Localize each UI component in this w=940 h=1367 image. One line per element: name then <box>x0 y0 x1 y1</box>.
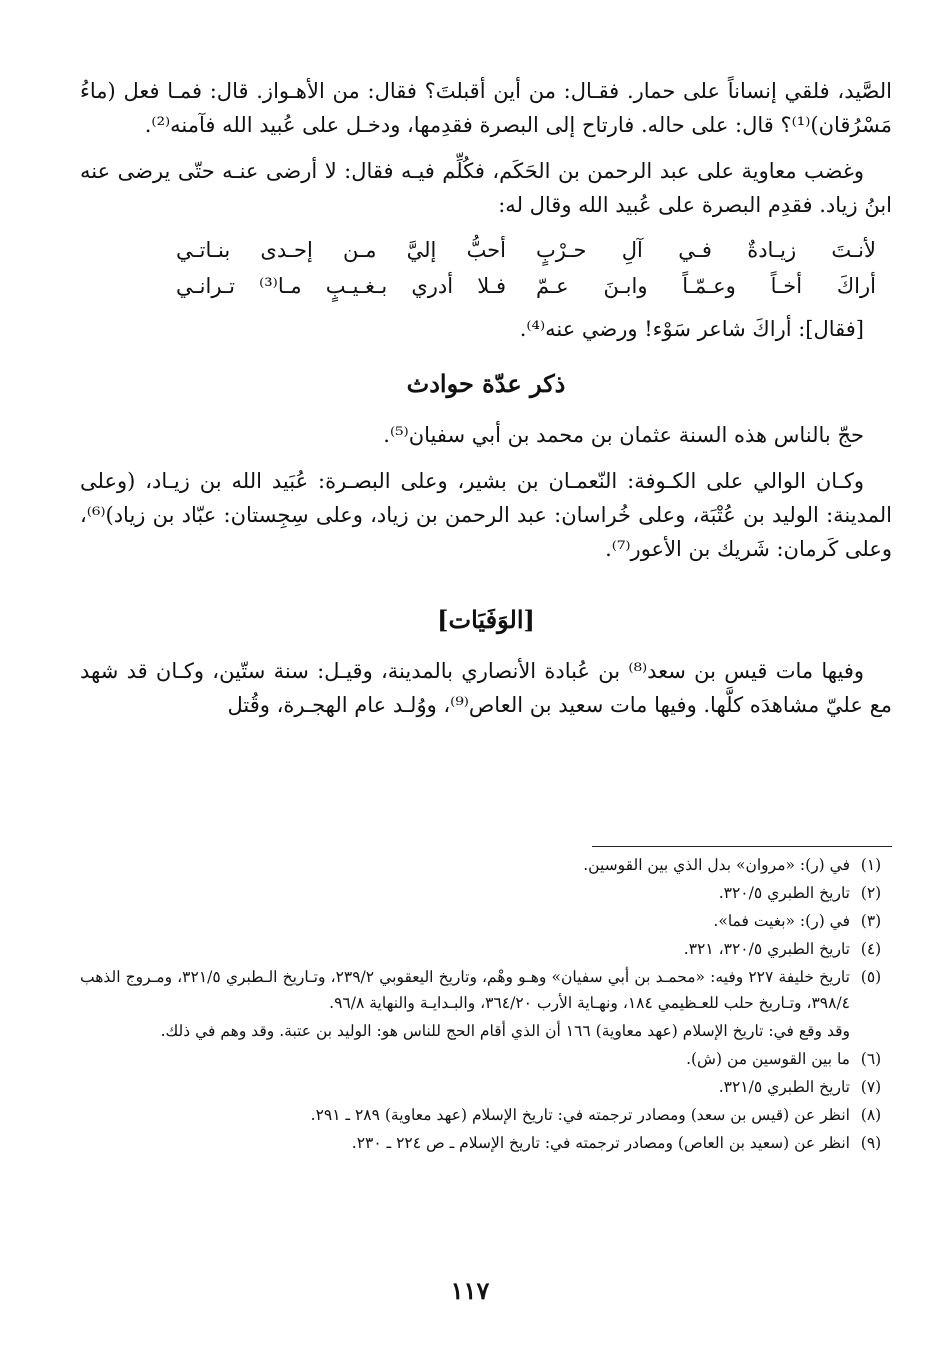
main-text <box>80 74 892 722</box>
poem <box>80 232 892 304</box>
footnote-text: في (ر): «بغيت فما». <box>713 912 850 930</box>
verse-2-second-hemistich: فـلا أدري بـغـيـبٍ مـا⁽³⁾ تـرانـي <box>176 274 506 298</box>
footnote-5 <box>80 964 892 1016</box>
footnote-4 <box>80 936 892 962</box>
footnote-number: (٨) <box>860 1106 882 1124</box>
paragraph-5: وكـان الوالي على الكـوفة: النّعمـان بن بشير، وعلى البصـرة: عُبَيد الله بن زيـاد، (وعلى المدينة: الوليد بن عُتْبَة، وعلى خُراسان: عبد الرحمن بن زياد، وعلى سِجِستان: عبّاد بن زياد)⁽⁶⁾، وعلى كَرمان: شَريك بن الأعور⁽⁷⁾. <box>80 469 892 561</box>
footnote-number: (٩) <box>860 1134 882 1152</box>
paragraph-3: [فقال]: أراكَ شاعر سَوْء! ورضي عنه⁽⁴⁾. <box>519 317 864 341</box>
footnote-number: (٣) <box>860 912 882 930</box>
footnote-number: (٤) <box>860 940 882 958</box>
footnote-7 <box>80 1074 892 1100</box>
footnote-number: (٢) <box>860 884 882 902</box>
footnote-text: انظر عن (سعيد بن العاص) ومصادر ترجمته في: تاريخ الإسلام ـ ص ٢٢٤ ـ ٢٣٠. <box>351 1134 850 1152</box>
paragraph-1: الصَّيد، فلقي إنساناً على حمار. فقـال: من أين أقبلتَ؟ فقال: من الأهـواز. قال: فمـا فعل (ماءُ مَسْرُقان)⁽¹⁾؟ قال: على حاله. فارتاح إلى البصرة فقدِمها، ودخـل على عُبيد الله فآمنه⁽²⁾. <box>80 79 892 137</box>
footnotes <box>80 852 892 1158</box>
footnote-number: (٦) <box>860 1050 882 1068</box>
footnote-5-continuation: وقد وقع في: تاريخ الإسلام (عهد معاوية) ١٦٦ أن الذي أقام الحج للناس هو: الوليد بن عتبة. وقد وهم في ذلك. <box>160 1022 850 1040</box>
footnote-text: تاريخ الطبري ٣٢١/٥. <box>718 1078 850 1096</box>
verse-line-2 <box>80 268 892 304</box>
paragraph-6: وفيها مات قيس بن سعد⁽⁸⁾ بن عُبادة الأنصاري بالمدينة، وقيـل: سنة ستّين، وكـان قد شهد مع عليّ مشاهدَه كلَّها. وفيها مات سعيد بن العاص⁽⁹⁾، ووُلـد عام الهجـرة، وقُتل <box>80 659 892 717</box>
section-heading-deaths: [الوَفَيَات] <box>437 605 535 634</box>
footnote-text: تاريخ الطبري ٣٢٠/٥. <box>718 884 850 902</box>
footnote-9 <box>80 1130 892 1156</box>
verse-1-second-hemistich: أحبُّ إليَّ مـن إحـدى بنـاتـي <box>176 238 506 262</box>
footnote-separator <box>592 846 892 847</box>
footnote-2 <box>80 880 892 906</box>
footnote-number: (١) <box>860 856 882 874</box>
verse-line-1 <box>80 232 892 268</box>
paragraph-4: حجّ بالناس هذه السنة عثمان بن محمد بن أبي سفيان⁽⁵⁾. <box>383 423 864 447</box>
footnote-text: انظر عن (قيس بن سعد) ومصادر ترجمته في: تاريخ الإسلام (عهد معاوية) ٢٨٩ ـ ٢٩١. <box>310 1106 850 1124</box>
footnote-number: (٥) <box>860 968 882 986</box>
footnote-text: تاريخ الطبري ٣٢٠/٥، ٣٢١. <box>683 940 850 958</box>
footnote-number: (٧) <box>860 1078 882 1096</box>
footnote-1 <box>80 852 892 878</box>
footnote-text: ما بين القوسين من (ش). <box>686 1050 850 1068</box>
verse-2-first-hemistich: أراكَ أخـاً وعـمّـاً وابـنَ عـمّ <box>536 274 876 298</box>
footnote-text: تاريخ خليفة ٢٢٧ وفيه: «محمـد بن أبي سفيان» وهـو وهْم، وتاريخ اليعقوبي ٢٣٩/٢، وتـاريخ الـطبري ٣٢١/٥، ومـروج الذهب ٣٩٨/٤، وتـاريخ حلب للعـظيمي ١٨٤، ونهـاية الأرب ٣٦٤/٢٠، والبـدايـة والنهاية ٩٦/٨. <box>80 968 850 1012</box>
section-heading-events: ذكر عدّة حوادث <box>406 369 566 398</box>
footnote-8 <box>80 1102 892 1128</box>
footnote-3 <box>80 908 892 934</box>
page-number: ١١٧ <box>450 1276 490 1305</box>
footnote-6 <box>80 1046 892 1072</box>
verse-1-first-hemistich: لأنـتَ زيـادةٌ فـي آلِ حـرْبٍ <box>536 238 876 262</box>
footnote-text: في (ر): «مروان» بدل الذي بين القوسين. <box>583 856 850 874</box>
paragraph-2: وغضب معاوية على عبد الرحمن بن الحَكَم، فكُلِّم فيـه فقال: لا أرضى عنـه حتّى يرضى عنه ابنُ زياد. فقدِم البصرة على عُبيد الله وقال له: <box>80 159 892 217</box>
